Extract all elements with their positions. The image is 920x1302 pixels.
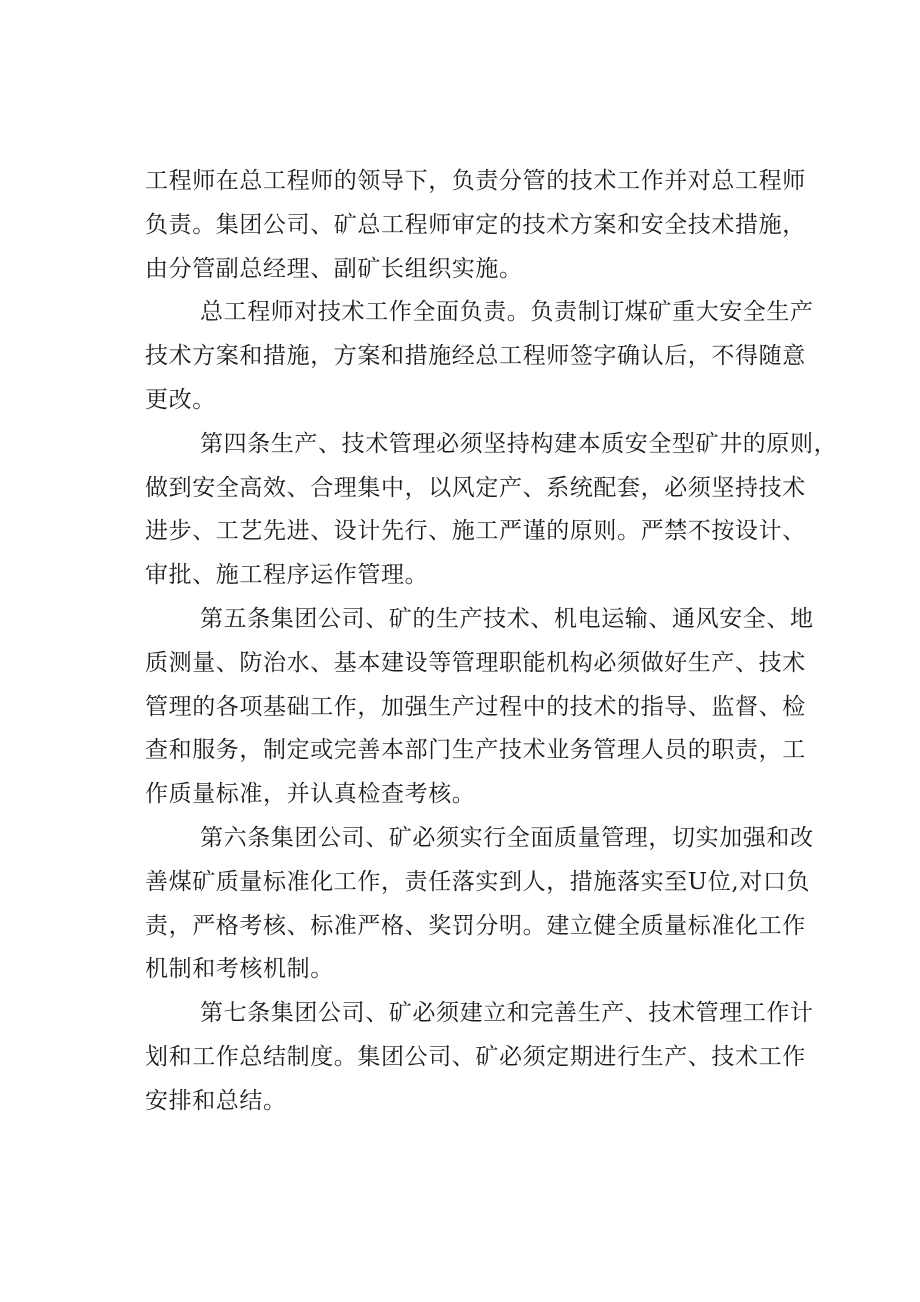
paragraph-line: 第五条集团公司、矿的生产技术、机电运输、通风安全、地 [200, 605, 814, 632]
paragraph-2 [145, 291, 814, 422]
paragraph-line: 善煤矿质量标准化工作，责任落实到人，措施落实至U位,对口负 [145, 868, 811, 895]
paragraph-line: 由分管副总经理、副矿长组织实施。 [145, 255, 523, 282]
paragraph-line: 技术方案和措施，方案和措施经总工程师签字确认后，不得随意 [145, 343, 806, 370]
paragraph-article-7 [145, 992, 814, 1123]
paragraph-line: 第四条生产、技术管理必须坚持构建本质安全型矿井的原则， [200, 430, 838, 457]
paragraph-line: 第七条集团公司、矿必须建立和完善生产、技术管理工作计 [200, 1000, 814, 1027]
paragraph-line: 进步、工艺先进、设计先行、施工严谨的原则。严禁不按设计、 [145, 518, 806, 545]
paragraph-line: 划和工作总结制度。集团公司、矿必须定期进行生产、技术工作 [145, 1043, 806, 1070]
paragraph-article-5 [145, 598, 814, 817]
document-body [145, 160, 838, 1124]
paragraph-line: 总工程师对技术工作全面负责。负责制订煤矿重大安全生产 [200, 299, 814, 326]
paragraph-line: 机制和考核机制。 [145, 956, 334, 983]
paragraph-line: 更改。 [145, 386, 216, 413]
paragraph-1 [145, 160, 805, 291]
paragraph-line: 管理的各项基础工作，加强生产过程中的技术的指导、监督、检 [145, 693, 806, 720]
paragraph-line: 做到安全高效、合理集中，以风定产、系统配套，必须坚持技术 [145, 474, 806, 501]
paragraph-article-6 [145, 817, 814, 992]
paragraph-line: 安排和总结。 [145, 1087, 287, 1114]
paragraph-line: 第六条集团公司、矿必须实行全面质量管理，切实加强和改 [200, 824, 814, 851]
paragraph-line: 责，严格考核、标准严格、奖罚分明。建立健全质量标准化工作 [145, 912, 806, 939]
paragraph-line: 审批、施工程序运作管理。 [145, 562, 429, 589]
paragraph-line: 质测量、防治水、基本建设等管理职能机构必须做好生产、技术 [145, 649, 806, 676]
paragraph-line: 工程师在总工程师的领导下，负责分管的技术工作并对总工程师 [145, 168, 806, 194]
paragraph-line: 查和服务，制定或完善本部门生产技术业务管理人员的职责，工 [145, 737, 806, 764]
paragraph-article-4 [145, 423, 838, 598]
paragraph-line: 负责。集团公司、矿总工程师审定的技术方案和安全技术措施， [145, 211, 806, 238]
paragraph-line: 作质量标准，并认真检查考核。 [145, 781, 476, 808]
